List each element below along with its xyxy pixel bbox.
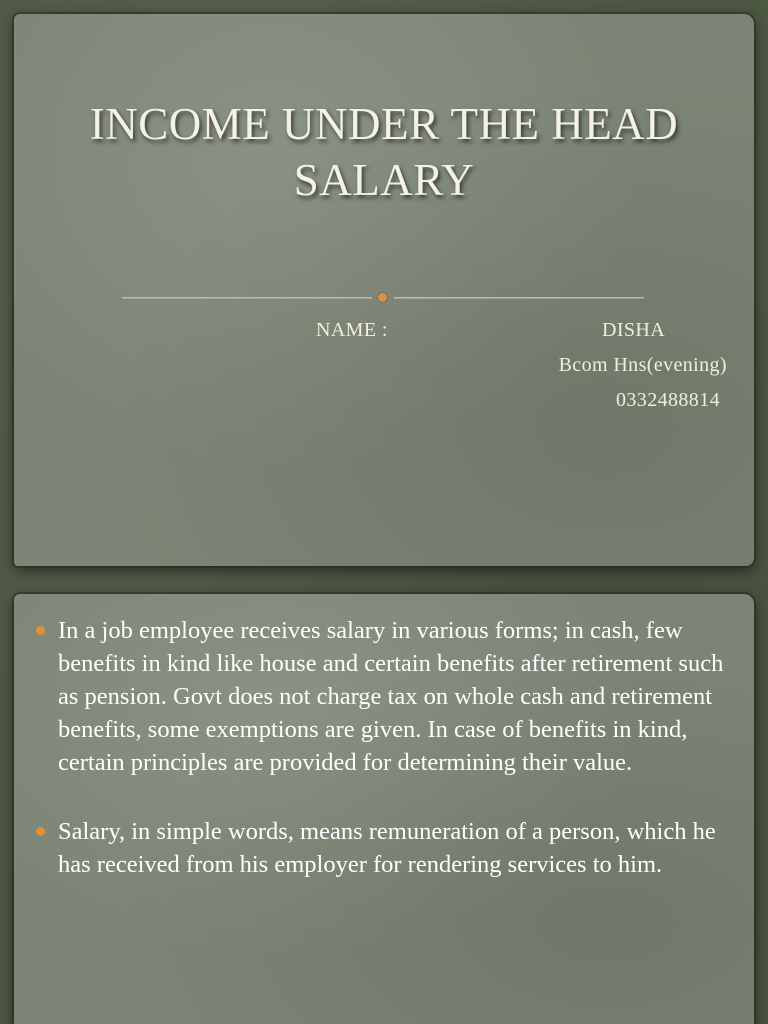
course-text: Bcom Hns(evening) <box>558 354 727 376</box>
title-slide <box>14 14 754 566</box>
roll-number: 0332488814 <box>616 389 720 411</box>
slide-title: INCOME UNDER THE HEAD SALARY <box>89 99 679 205</box>
divider-dot-icon <box>378 293 387 302</box>
bullet-text: Salary, in simple words, means remuneration of a person, which he has received from his employer for rendering services to him. <box>58 818 716 878</box>
content-slide <box>14 594 754 1024</box>
bullet-dot-icon <box>36 827 45 836</box>
divider-line-left <box>122 297 372 298</box>
bullet-list <box>34 614 724 917</box>
title-divider <box>122 295 644 301</box>
name-label: NAME : <box>316 319 388 341</box>
bullet-text: In a job employee receives salary in various forms; in cash, few benefits in kind like house and certain benefits after retirement such as pension. Govt does not charge tax on whole cash and retirement benefits, some exemptions are given. In case of benefits in kind, certain principles are provided for determining their value. <box>58 617 724 776</box>
name-value: DISHA <box>602 319 666 341</box>
bullet-dot-icon <box>36 626 45 635</box>
bullet-item <box>34 815 724 881</box>
divider-line-right <box>394 297 644 298</box>
bullet-item <box>34 614 724 779</box>
